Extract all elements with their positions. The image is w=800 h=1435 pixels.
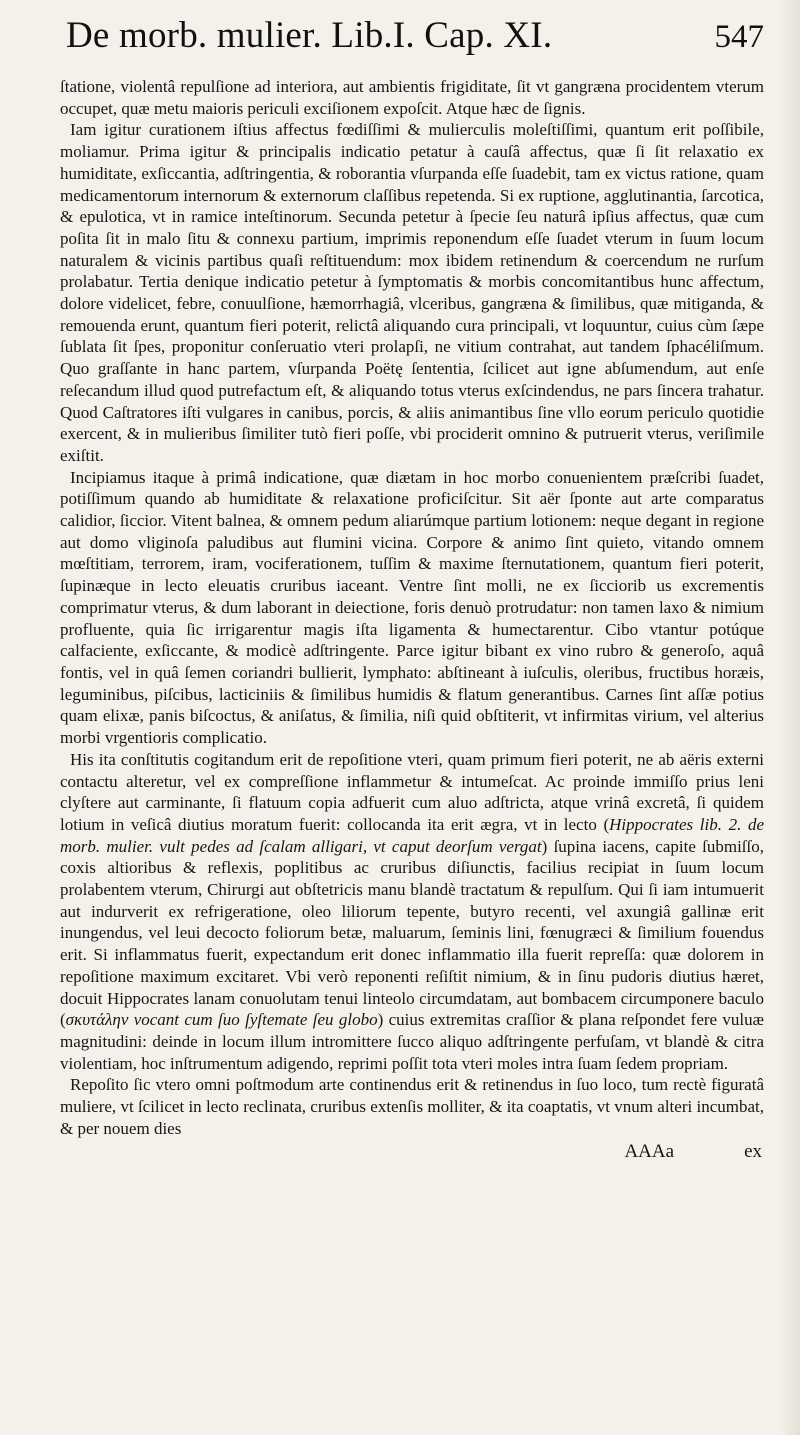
signature-mark: AAAa: [624, 1141, 675, 1163]
page-edge-shadow: [778, 0, 800, 1435]
body-text: [60, 76, 764, 1139]
paragraph: Iam igitur curationem iſtius affectus fœdiſſimi & mulierculis moleſtiſſimi, quantum erit poſſibile, moliamur. Prima igitur & principalis indicatio petatur à cauſâ affectus, quæ ſi ſit relaxatio ex humiditate, exſiccantia, adſtringentia, & roborantia vſurpanda eſſe ſuadebit, tam ex victus ratione, quam medicamentorum internorum & externorum claſſibus repetenda. Si ex ruptione, agglutinantia, ſarcotica, & epulotica, vt in ramice inteſtinorum. Secunda petetur à ſpecie ſeu naturâ ipſius affectus, quæ cum poſita ſit in malo ſitu & connexu partium, imprimis reponendum eſſe ſuadet vterum in ſuum locum naturalem & vicinis partibus quaſi reſtituendum: mox ibidem retinendum & coercendum ne rurſum prolabatur. Tertia denique indicatio petetur à ſymptomatis & morbis concomitantibus hunc affectum, dolore videlicet, febre, conuulſione, hæmorrhagiâ, vlceribus, gangræna & ſimilibus, quæ mitiganda, & remouenda erunt, quantum fieri poterit, relictâ aliquando cura principali, vt loquuntur, cuius cùm ſæpe ſublata ſit ſpes, proponitur conſeruatio vteri prolapſi, ne vitium contrahat, aut tandem ſphacéliſmum. Quo graſſante in hanc partem, vſurpanda Poëtę ſententia, ſcilicet aut igne abſumendum, aut enſe reſecandum illud quod putrefactum eſt, & aliquando totus vterus exſcindendus, ne pars ſincera trahatur. Quod Caſtratores iſti vulgares in canibus, porcis, & aliis animantibus ſine vllo eorum periculo quotidie exercent, & in mulieribus ſimiliter tutò fieri poſſe, vbi prociderit omnino & putruerit vterus, veriſimile exiſtit.: [60, 120, 764, 465]
page-header: [60, 14, 764, 74]
paragraph: Incipiamus itaque à primâ indicatione, quæ diætam in hoc morbo conuenientem præſcribi ſuadet, potiſſimum quando ab humiditate & relaxatione proficiſcitur. Sit aër ſponte aut arte comparatus calidior, ſiccior. Vitent balnea, & omnem pedum aliarúmque partium lotionem: neque degant in regione aut domo vliginoſa paludibus aut flumini vicina. Corpore & animo ſint quieto, vitando omnem mœſtitiam, terrorem, iram, vociferationem, tuſſim & maxime ſternutationem, quantum fieri poterit, ſupinæque in lecto eleuatis cruribus iaceant. Ventre ſint molli, ne ex ſicciorib us excrementis comprimatur vterus, & dum laborant in deiectione, foris denuò protrudatur: non tamen laxo & nimium profluente, quia ſic irrigarentur magis iſta ligamenta & humectarentur. Cibo vtantur potúque calfaciente, exſiccante, & modicè adſtringente. Parce igitur bibant ex vino rubro & generoſo, aquâ fontis, vel in quâ ſemen coriandri bullierit, lymphato: abſtineant à iuſculis, oleribus, fructibus horæis, leguminibus, piſcibus, lacticiniis & ſimilibus humidis & flatum generantibus. Carnes ſint aſſæ potius quam elixæ, panis biſcoctus, & aniſatus, & ſimilia, niſi quid obſtiterit, vt infirmitas virium, vel alterius morbi vrgentioris complicatio.: [60, 467, 764, 748]
citation-text: Hippocrates lib. 2. de morb. mulier. vult pedes ad ſcalam alligari, vt caput deorſum vergat: [60, 814, 764, 856]
citation-text: σκυτάλην vocant cum ſuo ſyſtemate ſeu globo: [65, 1010, 378, 1030]
page-footer: [60, 1141, 764, 1163]
paragraph-text: ) ſupina iacens, capite ſubmiſſo, coxis altioribus & reflexis, poplitibus ac cruribus diſiunctis, facilius recipiat in ſuum locum prolabentem vterum, Chirurgi aut obſtetricis manu blandè tractatum & repulſum. Qui ſi iam intumuerit aut indurverit ex refrigeratione, oleo liliorum tepente, butyro recenti, vel axungiâ gallinæ erit inungendus, vel leui decocto foliorum betæ, maluarum, ſeminis lini, fœnugræci & ſimilium fouendus erit. Si inflammatus fuerit, expectandum erit donec inflammatio illa fuerit repreſſa: quæ dolorem in repoſitione maximum excitaret. Vbi verò reponenti reſiſtit nimium, & in ſinu pudoris diutius hæret, docuit Hippocrates lanam conuolutam tenui linteolo circumdatam, aut bombacem circumponere baculo (: [60, 836, 764, 1030]
catchword: ex: [744, 1141, 762, 1163]
running-head: De morb. mulier. Lib.I. Cap. XI.: [66, 15, 553, 56]
paragraph: Repoſito ſic vtero omni poſtmodum arte continendus erit & retinendus in ſuo loco, tum rectè figuratâ muliere, vt ſcilicet in lecto reclinata, cruribus extenſis molliter, & ita coaptatis, vt vnum alteri incumbat, & per nouem dies: [60, 1075, 764, 1138]
paragraph-text: ) cuius extremitas craſſior & plana reſpondet fere vuluæ magnitudini: deinde in locum illum intromittere ſucco aliquo adſtringente perfuſam, vt blandè & citra violentiam, hoc inſtrumentum adigendo, reprimi poſſit tota vteri moles intra ſuam ſedem propriam.: [60, 1010, 764, 1073]
paragraph: ſtatione, violentâ repulſione ad interiora, aut ambientis frigiditate, ſit vt gangræna procidentem vterum occupet, quæ metu maioris periculi exciſionem expoſcit. Atque hæc de ſignis.: [60, 77, 764, 118]
paragraph: [60, 749, 764, 1075]
page-number: 547: [714, 19, 764, 55]
paragraph-text: His ita conſtitutis cogitandum erit de repoſitione vteri, quam primum fieri poterit, ne ab aëris externi contactu alteretur, vel ex compreſſione inflammetur & intumeſcat. Ac proinde immiſſo prius leni clyſtere aut carminante, ſi flatuum copia adfuerit cum aluo adſtricta, atque vrinâ excretâ, ſi quidem lotium in veſicâ diutius moratum fuerit: collocanda ita erit ægra, vt in lecto (: [60, 749, 764, 834]
